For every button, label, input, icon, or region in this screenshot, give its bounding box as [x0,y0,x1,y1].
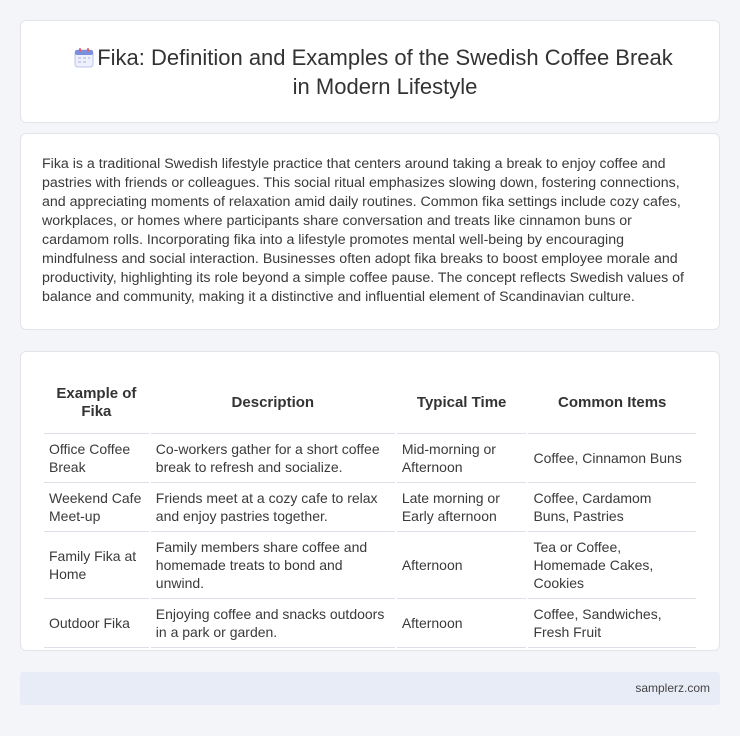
table-cell: Coffee, Sandwiches, Fresh Fruit [528,599,696,648]
column-header: Common Items [528,372,696,434]
column-header: Typical Time [397,372,527,434]
table-cell: Weekend Cafe Meet-up [44,483,149,532]
table-cell: Friends meet at a cozy cafe to relax and enjoy pastries together. [151,483,395,532]
table-card [20,351,720,651]
title-card [20,20,720,123]
description-card [20,133,720,330]
table-cell: Mid-morning or Afternoon [397,434,527,483]
column-header: Description [151,372,395,434]
table-cell: Outdoor Fika [44,599,149,648]
description-text: Fika is a traditional Swedish lifestyle practice that centers around taking a break to enjoy coffee and pastries with friends or colleagues. This social ritual emphasizes slowing down, fostering connections, and appreciating moments of relaxation amid daily routines. Common fika settings include cozy cafes, workplaces, or homes where participants share conversation and treats like cinnamon buns or cardamom rolls. Incorporating fika into a lifestyle promotes mental well-being by encouraging mindfulness and social interaction. Businesses often adopt fika breaks to boost employee morale and productivity, highlighting its role beyond a simple coffee pause. The concept reflects Swedish values of balance and community, making it a distinctive and influential element of Scandinavian culture. [42,156,684,305]
footer-site-link[interactable]: samplerz.com [635,681,710,695]
examples-table [42,372,698,648]
table-row [44,532,696,599]
table-cell: Afternoon [397,532,527,599]
page-title: Fika: Definition and Examples of the Swedish Coffee Break in Modern Lifestyle [97,44,673,99]
table-row [44,599,696,648]
table-cell: Family members share coffee and homemade treats to bond and unwind. [151,532,395,599]
table-row [44,483,696,532]
table-header-row [44,372,696,434]
footer-bar [20,672,720,705]
table-cell: Family Fika at Home [44,532,149,599]
table-cell: Tea or Coffee, Homemade Cakes, Cookies [528,532,696,599]
table-cell: Afternoon [397,599,527,648]
table-cell: Coffee, Cinnamon Buns [528,434,696,483]
table-cell: Late morning or Early afternoon [397,483,527,532]
column-header: Example of Fika [44,372,149,434]
table-cell: Enjoying coffee and snacks outdoors in a park or garden. [151,599,395,648]
table-cell: Coffee, Cardamom Buns, Pastries [528,483,696,532]
table-cell: Co-workers gather for a short coffee break to refresh and socialize. [151,434,395,483]
table-cell: Office Coffee Break [44,434,149,483]
table-row [44,434,696,483]
